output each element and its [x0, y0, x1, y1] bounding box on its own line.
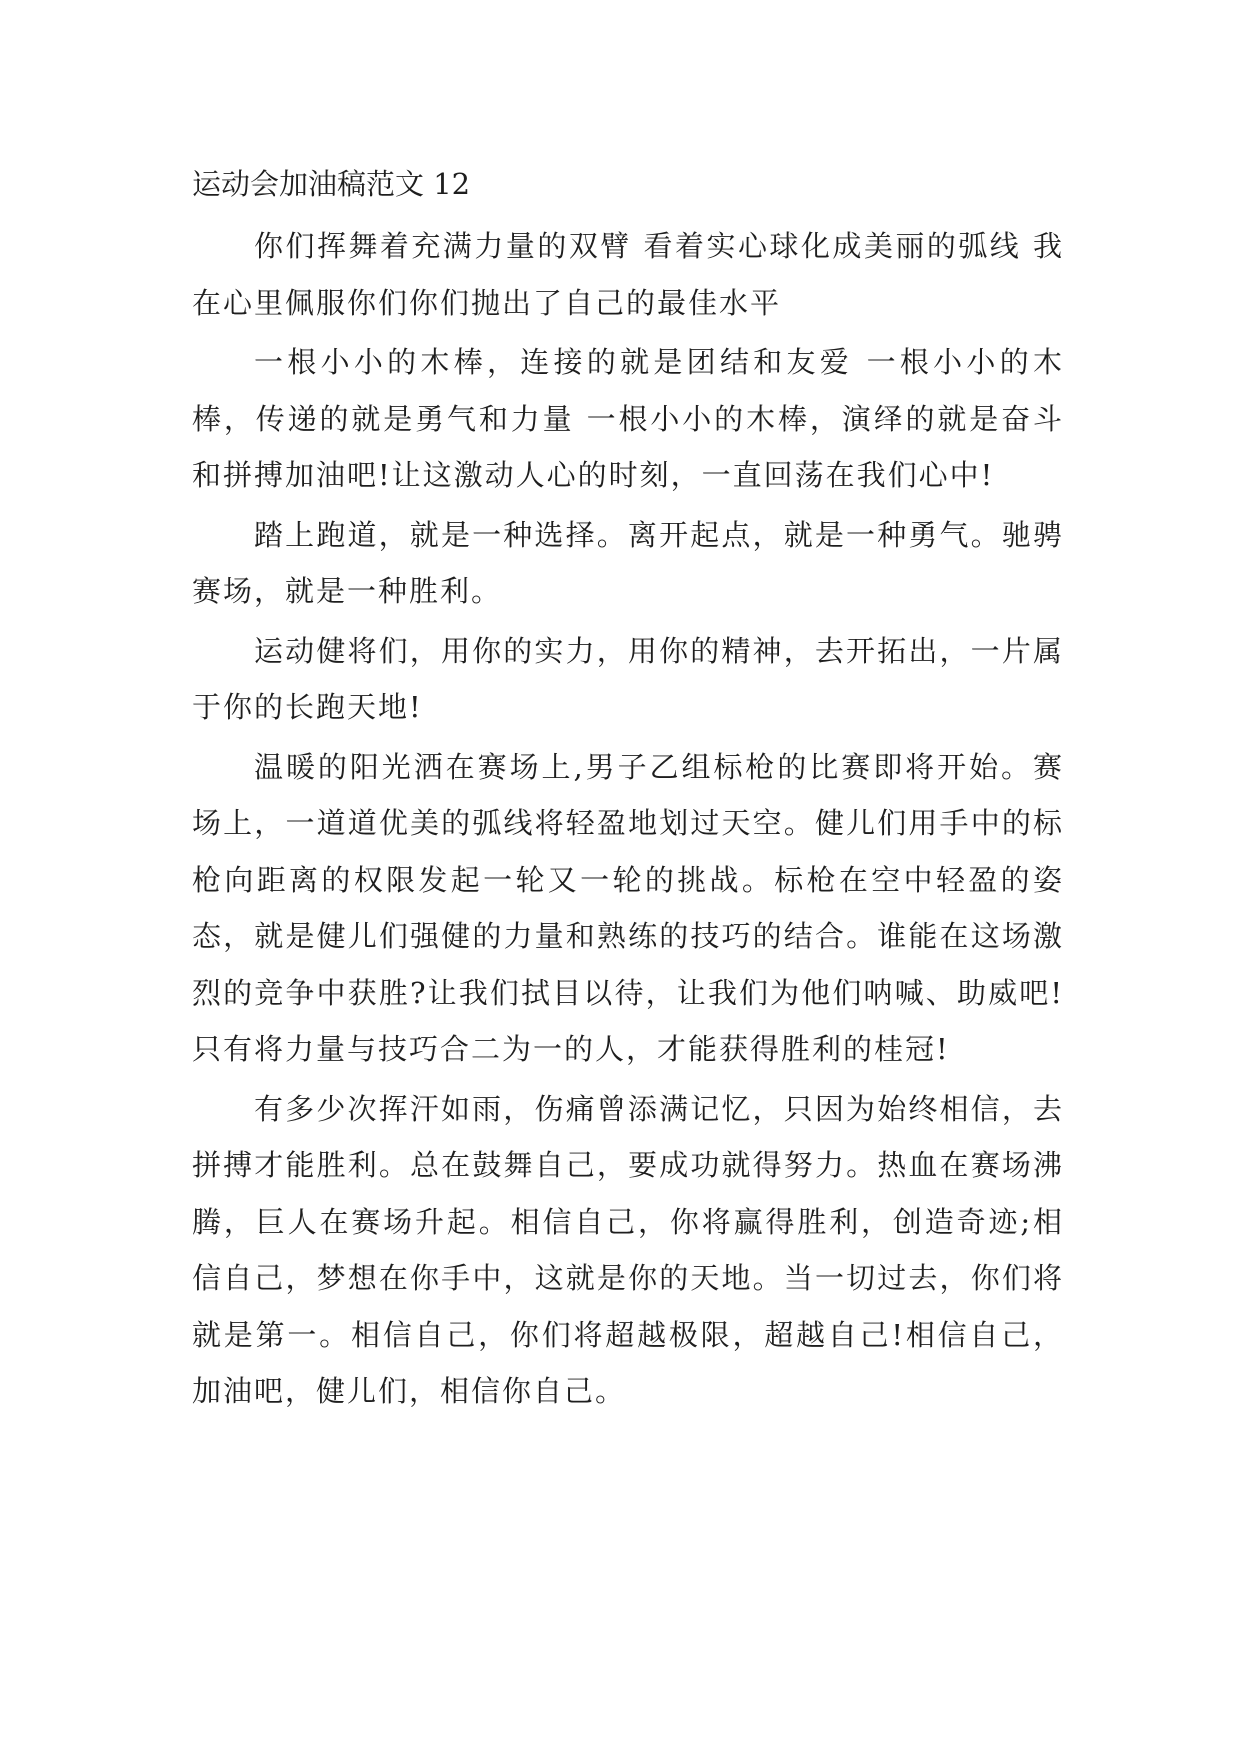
paragraph-5: 温暖的阳光洒在赛场上,男子乙组标枪的比赛即将开始。赛场上，一道道优美的弧线将轻盈地划过天空。健儿们用手中的标枪向距离的权限发起一轮又一轮的挑战。标枪在空中轻盈的姿态，就是健儿们强健的力量和熟练的技巧的结合。谁能在这场激烈的竞争中获胜?让我们拭目以待，让我们为他们呐喊、助威吧!只有将力量与技巧合二为一的人，才能获得胜利的桂冠! — [192, 749, 1064, 1066]
paragraph-3: 踏上跑道，就是一种选择。离开起点，就是一种勇气。驰骋赛场，就是一种胜利。 — [192, 517, 1064, 608]
document-body — [192, 218, 1064, 1423]
paragraph-4: 运动健将们，用你的实力，用你的精神，去开拓出，一片属于你的长跑天地! — [192, 633, 1064, 724]
document-title: 运动会加油稿范文 12 — [192, 167, 471, 201]
paragraph-6: 有多少次挥汗如雨，伤痛曾添满记忆，只因为始终相信，去拼搏才能胜利。总在鼓舞自己，要成功就得努力。热血在赛场沸腾，巨人在赛场升起。相信自己，你将赢得胜利，创造奇迹;相信自己，梦想在你手中，这就是你的天地。当一切过去，你们将就是第一。相信自己，你们将超越极限，超越自己!相信自己，加油吧，健儿们，相信你自己。 — [192, 1091, 1064, 1408]
paragraph-1: 你们挥舞着充满力量的双臂 看着实心球化成美丽的弧线 我在心里佩服你们你们抛出了自己的最佳水平 — [192, 229, 1064, 320]
paragraph-2: 一根小小的木棒，连接的就是团结和友爱 一根小小的木棒，传递的就是勇气和力量 一根小小的木棒，演绎的就是奋斗和拼搏加油吧!让这激动人心的时刻，一直回荡在我们心中! — [192, 345, 1064, 492]
